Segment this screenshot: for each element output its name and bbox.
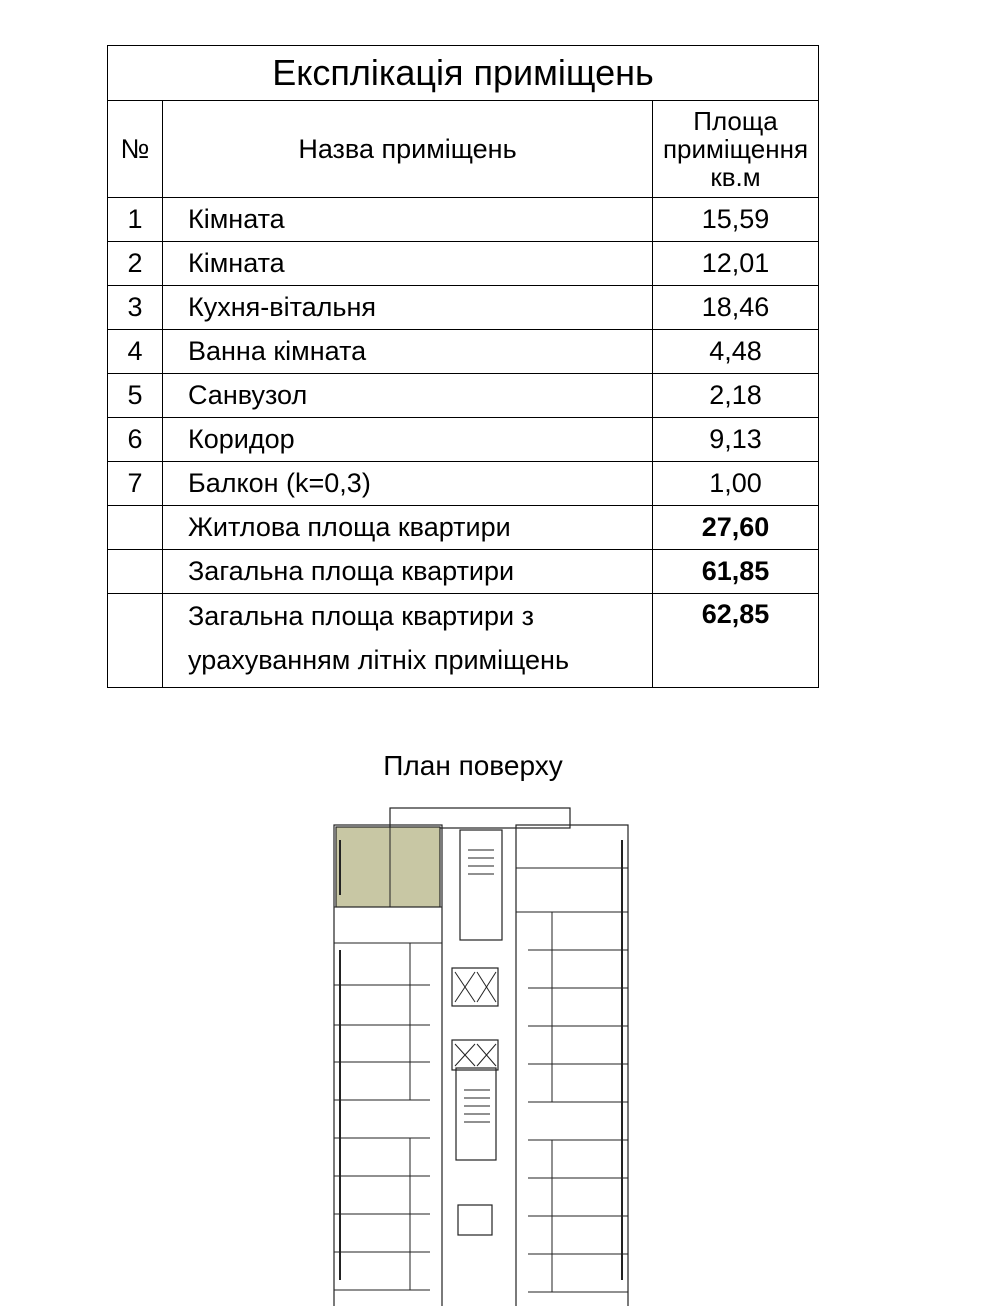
row-number: 1 bbox=[108, 198, 163, 242]
total-row-general bbox=[108, 550, 819, 594]
floor-plan-title: План поверху bbox=[383, 750, 563, 781]
total-name-line2: урахуванням літніх приміщень bbox=[188, 645, 570, 675]
row-name: Балкон (k=0,3) bbox=[163, 462, 653, 506]
row-name: Ванна кімната bbox=[163, 330, 653, 374]
row-number: 2 bbox=[108, 242, 163, 286]
header-area bbox=[653, 101, 819, 198]
total-name: Загальна площа квартири bbox=[163, 550, 653, 594]
stair-core-top bbox=[460, 830, 502, 940]
row-name: Кімната bbox=[163, 198, 653, 242]
header-name: Назва приміщень bbox=[163, 101, 653, 198]
shaft-block bbox=[458, 1205, 492, 1235]
table-row bbox=[108, 330, 819, 374]
highlighted-apartment bbox=[336, 827, 440, 907]
table-row bbox=[108, 462, 819, 506]
explication-table bbox=[107, 45, 819, 688]
row-number: 6 bbox=[108, 418, 163, 462]
table-row bbox=[108, 418, 819, 462]
total-name bbox=[163, 594, 653, 688]
row-name: Кімната bbox=[163, 242, 653, 286]
total-row-with-summer bbox=[108, 594, 819, 688]
header-area-line1: Площа bbox=[693, 106, 778, 136]
table-row bbox=[108, 242, 819, 286]
header-area-line3: кв.м bbox=[710, 162, 761, 192]
floor-plan-drawing bbox=[320, 800, 640, 1306]
row-area: 9,13 bbox=[653, 418, 819, 462]
table-row bbox=[108, 374, 819, 418]
row-name: Санвузол bbox=[163, 374, 653, 418]
row-name: Кухня-вітальня bbox=[163, 286, 653, 330]
row-area: 15,59 bbox=[653, 198, 819, 242]
row-area: 2,18 bbox=[653, 374, 819, 418]
table-header-row bbox=[108, 101, 819, 198]
total-area: 62,85 bbox=[653, 594, 819, 688]
row-number: 5 bbox=[108, 374, 163, 418]
row-number: 7 bbox=[108, 462, 163, 506]
row-area: 4,48 bbox=[653, 330, 819, 374]
table-title: Експлікація приміщень bbox=[108, 46, 819, 101]
total-name: Житлова площа квартири bbox=[163, 506, 653, 550]
total-area: 61,85 bbox=[653, 550, 819, 594]
total-name-line1: Загальна площа квартири з bbox=[188, 601, 534, 631]
table-row bbox=[108, 286, 819, 330]
elevator-block bbox=[452, 968, 498, 1006]
total-area: 27,60 bbox=[653, 506, 819, 550]
total-row-living bbox=[108, 506, 819, 550]
row-area: 1,00 bbox=[653, 462, 819, 506]
right-wing-outline bbox=[516, 825, 628, 1306]
header-area-line2: приміщення bbox=[662, 134, 809, 164]
table-row bbox=[108, 198, 819, 242]
row-area: 12,01 bbox=[653, 242, 819, 286]
row-name: Коридор bbox=[163, 418, 653, 462]
row-area: 18,46 bbox=[653, 286, 819, 330]
row-number: 4 bbox=[108, 330, 163, 374]
row-number: 3 bbox=[108, 286, 163, 330]
header-number: № bbox=[108, 101, 163, 198]
